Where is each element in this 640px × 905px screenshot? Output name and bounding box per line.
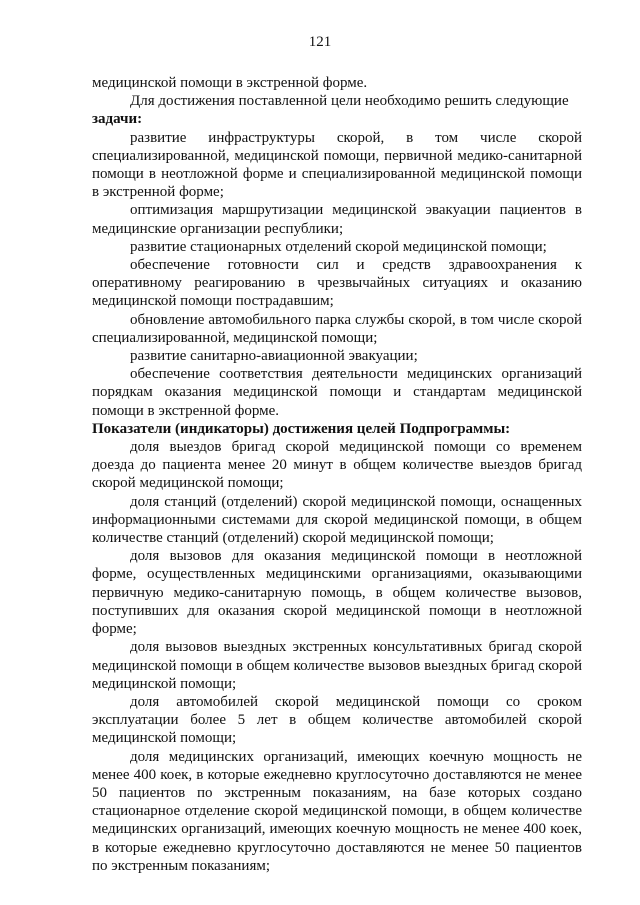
paragraph: Для достижения поставленной цели необходимо решить следующие: [130, 93, 569, 110]
task-item: развитие стационарных отделений скорой медицинской помощи;: [130, 238, 547, 255]
task-item: обеспечение соответствия деятельности медицинских организаций порядкам оказания медицинской помощи и стандартам медицинской помощи в экстренной форме.: [92, 366, 582, 419]
indicator-item: доля выездов бригад скорой медицинской помощи со временем доезда до пациента менее 20 минут в общем количестве выездов бригад скорой медицинской помощи;: [92, 439, 582, 492]
indicators-heading: Показатели (индикаторы) достижения целей Подпрограммы:: [92, 420, 511, 437]
indicator-item: доля медицинских организаций, имеющих коечную мощность не менее 400 коек, в которые ежедневно круглосуточно доставляются не менее 50 пациентов по экстренным показаниям, на базе которых создано стационарное отделение скорой медицинской помощи, в общем количестве медицинских организаций, имеющих коечную мощность не менее 400 коек, в которые ежедневно круглосуточно доставляются не менее 50 пациентов по экстренным показаниям;: [92, 748, 582, 874]
indicator-item: доля вызовов для оказания медицинской помощи в неотложной форме, осуществленных медицинскими организациями, оказывающими первичную медико-санитарную помощь, в общем количестве вызовов, поступивших для оказания скорой медицинской помощи в неотложной форме;: [92, 548, 582, 638]
task-item: оптимизация маршрутизации медицинской эвакуации пациентов в медицинские организации республики;: [92, 202, 582, 237]
indicator-item: доля вызовов выездных экстренных консультативных бригад скорой медицинской помощи в общем количестве вызовов выездных бригад скорой медицинской помощи;: [92, 639, 582, 692]
task-item: обновление автомобильного парка службы скорой, в том числе скорой специализированной, медицинской помощи;: [92, 311, 582, 346]
task-item: обеспечение готовности сил и средств здравоохранения к оперативному реагированию в чрезвычайных ситуациях и оказанию медицинской помощи пострадавшим;: [92, 257, 582, 310]
page-number: 121: [308, 34, 332, 50]
indicator-item: доля станций (отделений) скорой медицинской помощи, оснащенных информационными системами для скорой медицинской помощи, в общем количестве станций (отделений) скорой медицинской помощи;: [92, 493, 582, 547]
indicator-item: доля автомобилей скорой медицинской помощи со сроком эксплуатации более 5 лет в общем количестве автомобилей скорой медицинской помощи;: [92, 693, 582, 747]
paragraph: медицинской помощи в экстренной форме.: [92, 75, 368, 91]
tasks-label: задачи:: [92, 111, 143, 128]
task-item: развитие санитарно-авиационной эвакуации;: [130, 348, 418, 365]
document-body: [92, 74, 582, 875]
task-item: развитие инфраструктуры скорой, в том числе скорой специализированной, медицинской помощи, первичной медико-санитарной помощи в неотложной форме и специализированной медицинской помощи в экстренной форме;: [92, 129, 582, 201]
